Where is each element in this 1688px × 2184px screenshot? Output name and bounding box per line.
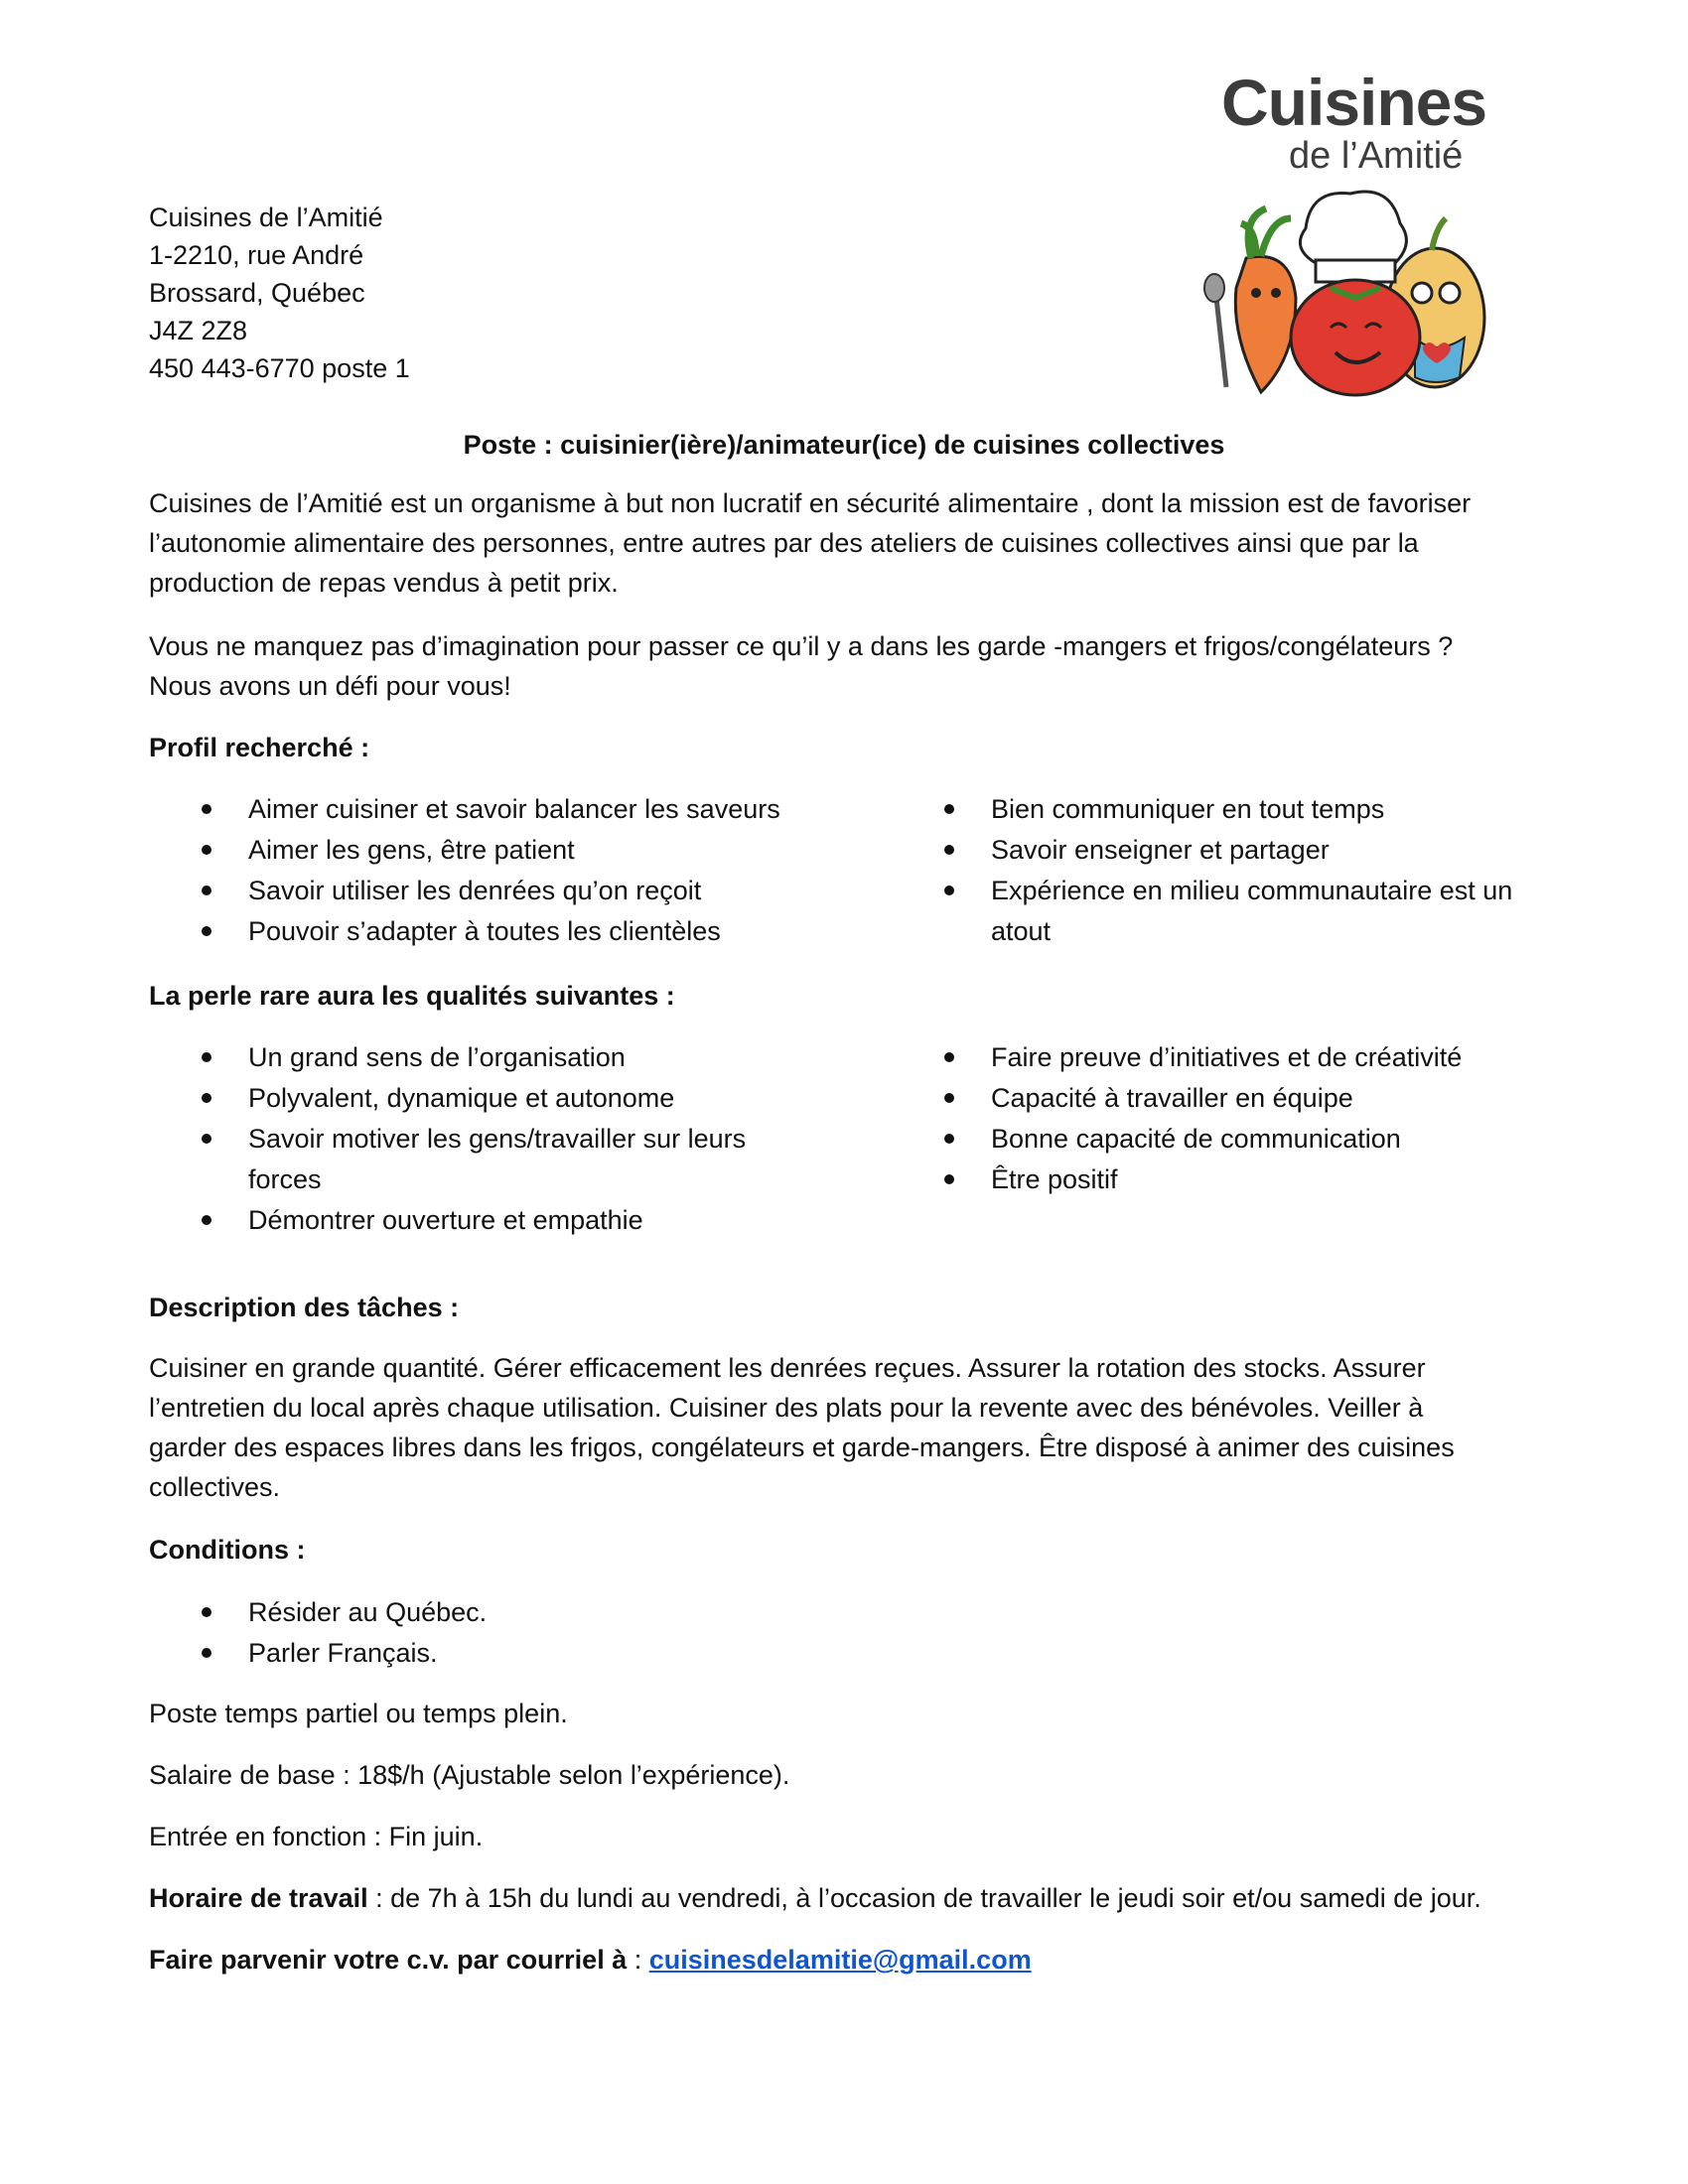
intro-line: production de repas vendus à petit prix. xyxy=(149,568,619,598)
list-item: Savoir enseigner et partager xyxy=(892,830,1547,871)
vegetables-illustration xyxy=(1201,189,1499,397)
list-item: Résider au Québec. xyxy=(149,1592,884,1633)
address-city: Brossard, Québec xyxy=(149,278,365,308)
address-name: Cuisines de l’Amitié xyxy=(149,203,383,232)
taches-line: garder des espaces libres dans les frigos, congélateurs et garde-mangers. Être disposé à animer des cuisines xyxy=(149,1433,1455,1462)
cv-separator: : xyxy=(627,1945,649,1975)
address-phone: 450 443-6770 poste 1 xyxy=(149,353,410,383)
list-item: Polyvalent, dynamique et autonome xyxy=(149,1078,884,1119)
list-item: Démontrer ouverture et empathie xyxy=(149,1200,884,1241)
profil-left-column xyxy=(149,789,884,952)
list-item: Aimer cuisiner et savoir balancer les saveurs xyxy=(149,789,884,830)
logo xyxy=(1201,66,1499,397)
sender-address xyxy=(149,199,410,387)
logo-subtitle: de l’Amitié xyxy=(1289,135,1464,177)
taches-line: l’entretien du local après chaque utilisation. Cuisiner des plats pour la revente avec des bénévoles. Veiller à xyxy=(149,1393,1424,1423)
horaire-label: Horaire de travail xyxy=(149,1883,368,1913)
email-link[interactable]: cuisinesdelamitie@gmail.com xyxy=(648,1945,1032,1975)
intro-line: l’autonomie alimentaire des personnes, entre autres par des ateliers de cuisines collectives ainsi que par la xyxy=(149,528,1419,558)
list-item: Faire preuve d’initiatives et de créativité xyxy=(892,1037,1547,1078)
qualites-left-column xyxy=(149,1037,884,1241)
taches-line: collectives. xyxy=(149,1472,281,1502)
intro-line: Vous ne manquez pas d’imagination pour passer ce qu’il y a dans les garde -mangers et frigos/congélateurs ? xyxy=(149,631,1454,661)
list-item: Aimer les gens, être patient xyxy=(149,830,884,871)
list-item: Parler Français. xyxy=(149,1633,884,1674)
intro-line: Nous avons un défi pour vous! xyxy=(149,671,511,701)
intro-line: Cuisines de l’Amitié est un organisme à but non lucratif en sécurité alimentaire , dont la mission est de favoriser xyxy=(149,488,1472,518)
poste-line: Poste temps partiel ou temps plein. xyxy=(149,1699,568,1728)
cv-label: Faire parvenir votre c.v. par courriel à xyxy=(149,1945,628,1975)
address-postal: J4Z 2Z8 xyxy=(149,316,248,345)
cv-line xyxy=(149,1940,1539,1979)
profil-right-column xyxy=(892,789,1547,952)
list-item xyxy=(149,1119,884,1200)
list-item-line: Expérience en milieu communautaire est un xyxy=(991,876,1513,905)
list-item-line: Savoir motiver les gens/travailler sur leurs xyxy=(248,1124,747,1154)
intro-paragraph-2 xyxy=(149,626,1539,706)
address-street: 1-2210, rue André xyxy=(149,240,364,270)
list-item: Être positif xyxy=(892,1160,1547,1200)
profil-heading: Profil recherché : xyxy=(149,733,370,762)
qualites-right-column xyxy=(892,1037,1547,1200)
list-item: Savoir utiliser les denrées qu’on reçoit xyxy=(149,871,884,911)
taches-heading: Description des tâches : xyxy=(149,1293,460,1322)
conditions-heading: Conditions : xyxy=(149,1535,306,1565)
horaire-text: : de 7h à 15h du lundi au vendredi, à l’occasion de travailler le jeudi soir et/ou samedi de jour. xyxy=(367,1883,1481,1913)
list-item xyxy=(892,871,1547,952)
logo-title: Cuisines xyxy=(1221,66,1487,139)
list-item-line: atout xyxy=(991,916,1052,946)
taches-paragraph xyxy=(149,1348,1539,1507)
job-title: Poste : cuisinier(ière)/animateur(ice) de cuisines collectives xyxy=(463,430,1225,460)
entree-line: Entrée en fonction : Fin juin. xyxy=(149,1822,484,1851)
conditions-list xyxy=(149,1592,884,1674)
list-item: Capacité à travailler en équipe xyxy=(892,1078,1547,1119)
salaire-line: Salaire de base : 18$/h (Ajustable selon l’expérience). xyxy=(149,1760,790,1790)
qualites-heading: La perle rare aura les qualités suivantes : xyxy=(149,981,675,1011)
taches-line: Cuisiner en grande quantité. Gérer efficacement les denrées reçues. Assurer la rotation des stocks. Assurer xyxy=(149,1353,1426,1383)
list-item: Pouvoir s’adapter à toutes les clientèles xyxy=(149,911,884,952)
list-item-line: forces xyxy=(248,1164,322,1194)
intro-paragraph-1 xyxy=(149,483,1539,603)
list-item: Bonne capacité de communication xyxy=(892,1119,1547,1160)
list-item: Un grand sens de l’organisation xyxy=(149,1037,884,1078)
list-item: Bien communiquer en tout temps xyxy=(892,789,1547,830)
horaire-line xyxy=(149,1878,1539,1918)
